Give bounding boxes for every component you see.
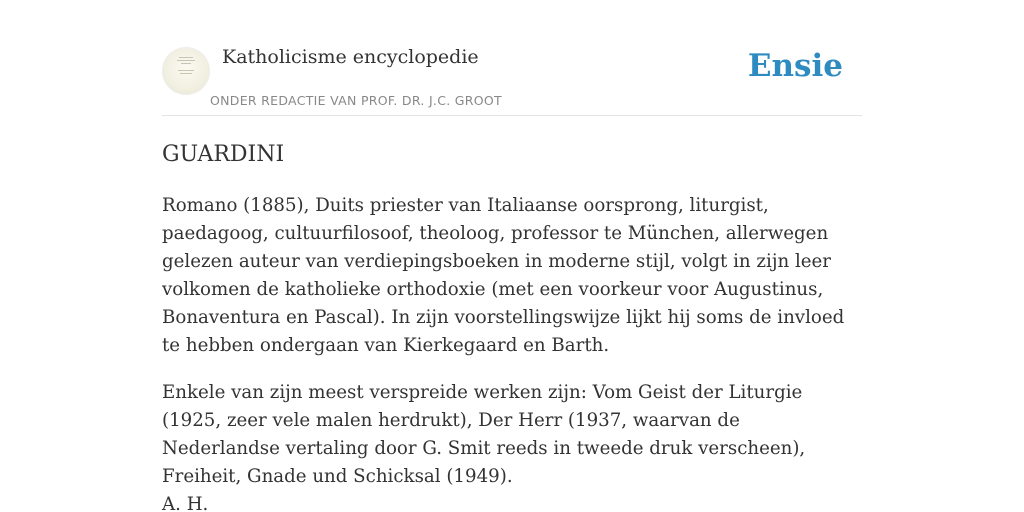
article-author: A. H. xyxy=(162,494,209,512)
site-header xyxy=(162,0,862,116)
encyclopedia-cover-image[interactable] xyxy=(162,47,210,95)
article-body xyxy=(162,192,862,510)
cover-text-lines xyxy=(177,55,195,74)
article-paragraph-2: Enkele van zijn meest verspreide werken zijn: Vom Geist der Liturgie (1925, zeer vele malen herdrukt), Der Herr (1937, waarvan de Nederlandse vertaling door G. Smit reeds in tweede druk verscheen), Freiheit, Gnade und Schicksal (1949). xyxy=(162,382,806,487)
article-headword: GUARDINI xyxy=(162,142,285,167)
article-paragraph-1: Romano (1885), Duits priester van Italiaanse oorsprong, liturgist, paedagoog, cultuurfilosoof, theoloog, professor te München, allerwegen gelezen auteur van verdiepingsboeken in moderne stijl, volgt in zijn leer volkomen de katholieke orthodoxie (met een voorkeur voor Augustinus, Bonaventura en Pascal). In zijn voorstellingswijze lijkt hij soms de invloed te hebben ondergaan van Kierkegaard en Barth. xyxy=(162,195,845,356)
ensie-logo[interactable]: Ensie xyxy=(747,48,843,84)
encyclopedia-editor: ONDER REDACTIE VAN PROF. DR. J.C. GROOT xyxy=(210,93,502,108)
encyclopedia-title-link[interactable]: Katholicisme encyclopedie xyxy=(222,46,479,68)
